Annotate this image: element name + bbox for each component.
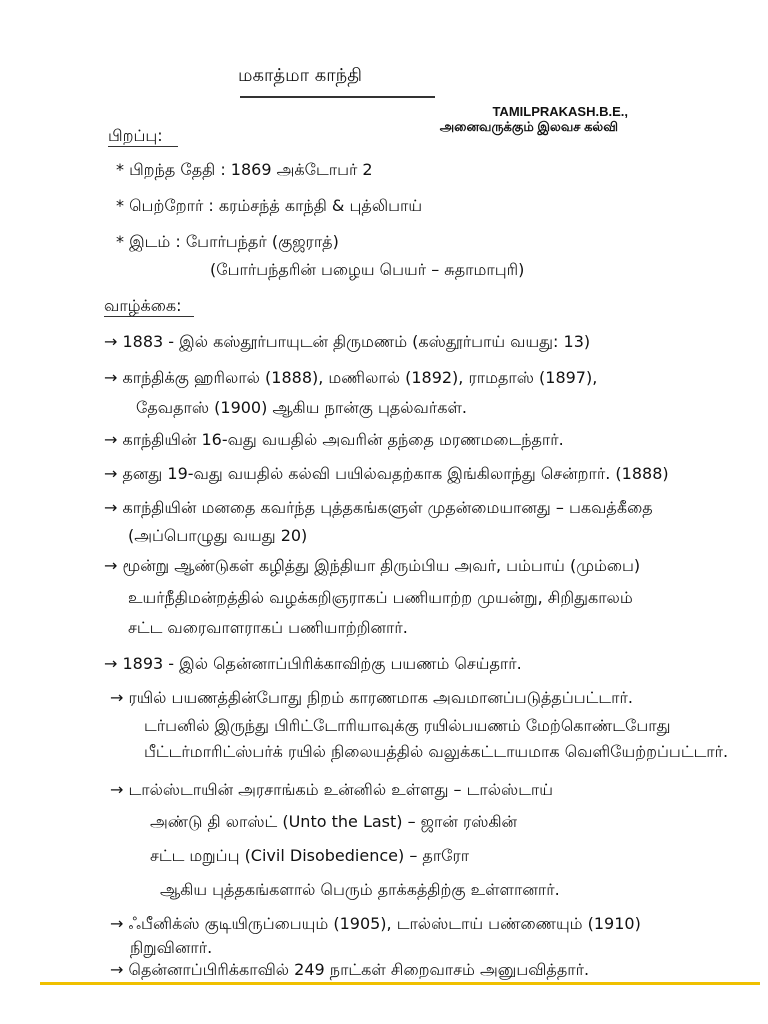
life-line: சட்ட மறுப்பு (Civil Disobedience) – தாரோ [150,846,470,865]
birthplace: * இடம் : போர்பந்தர் (குஜராத்) [116,232,339,251]
life-line: → தனது 19-வது வயதில் கல்வி பயில்வதற்காக இங்கிலாந்து சென்றார். (1888) [104,464,669,483]
life-line: → காந்திக்கு ஹரிலால் (1888), மணிலால் (1892), ராமதாஸ் (1897), [104,368,598,387]
life-line: (அப்பொழுது வயது 20) [128,526,308,545]
life-line: → 1883 - இல் கஸ்தூர்பாயுடன் திருமணம் (கஸ்தூர்பாய் வயது: 13) [104,332,591,351]
life-line: பீட்டர்மாரிட்ஸ்பர்க் ரயில் நிலையத்தில் வலுக்கட்டாயமாக வெளியேற்றப்பட்டார். [144,742,729,761]
page-title: மகாத்மா காந்தி [238,65,362,86]
watermark-tagline: அனைவருக்கும் இலவச கல்வி [439,119,618,134]
life-line: → ஃபீனிக்ஸ் குடியிருப்பையும் (1905), டால்ஸ்டாய் பண்ணையும் (1910) [110,914,641,933]
life-line: → தென்னாப்பிரிக்காவில் 249 நாட்கள் சிறைவாசம் அனுபவித்தார். [110,960,590,979]
life-line: உயர்நீதிமன்றத்தில் வழக்கறிஞராகப் பணியாற்ற முயன்று, சிறிதுகாலம் [128,588,633,607]
life-heading: வாழ்க்கை: [104,296,182,315]
life-line: → 1893 - இல் தென்னாப்பிரிக்காவிற்கு பயணம் செய்தார். [104,654,522,673]
life-line: → காந்தியின் 16-வது வயதில் அவரின் தந்தை மரணமடைந்தார். [104,430,564,449]
life-line: அண்டு தி லாஸ்ட் (Unto the Last) – ஜான் ரஸ்கின் [150,812,518,831]
life-heading-underline [104,316,194,317]
life-line: நிறுவினார். [130,938,213,957]
life-line: ஆகிய புத்தகங்களால் பெரும் தாக்கத்திற்கு உள்ளானார். [160,880,560,899]
life-line: சட்ட வரைவாளராகப் பணியாற்றினார். [128,618,408,637]
title-underline [240,96,435,98]
life-line: → காந்தியின் மனதை கவர்ந்த புத்தகங்களுள் முதன்மையானது – பகவத்கீதை [104,498,653,517]
page-bottom-line [40,982,760,985]
watermark-name: TAMILPRAKASH.B.E., [492,104,628,119]
birth-heading-underline [108,146,178,147]
life-line: → ரயில் பயணத்தின்போது நிறம் காரணமாக அவமானப்படுத்தப்பட்டார். [110,688,633,707]
birthplace-old-name: (போர்பந்தரின் பழைய பெயர் – சுதாமாபுரி) [210,260,525,279]
life-line: டர்பனில் இருந்து பிரிட்டோரியாவுக்கு ரயில்பயணம் மேற்கொண்டபோது [144,716,671,735]
life-line: → டால்ஸ்டாயின் அரசாங்கம் உன்னில் உள்ளது – டால்ஸ்டாய் [110,780,553,799]
birth-heading: பிறப்பு: [108,126,163,145]
life-line: → மூன்று ஆண்டுகள் கழித்து இந்தியா திரும்பிய அவர், பம்பாய் (மும்பை) [104,556,641,575]
birth-date: * பிறந்த தேதி : 1869 அக்டோபர் 2 [116,160,373,179]
life-line: தேவதாஸ் (1900) ஆகிய நான்கு புதல்வர்கள். [136,398,467,417]
parents: * பெற்றோர் : கரம்சந்த் காந்தி & புத்லிபாய் [116,196,423,215]
